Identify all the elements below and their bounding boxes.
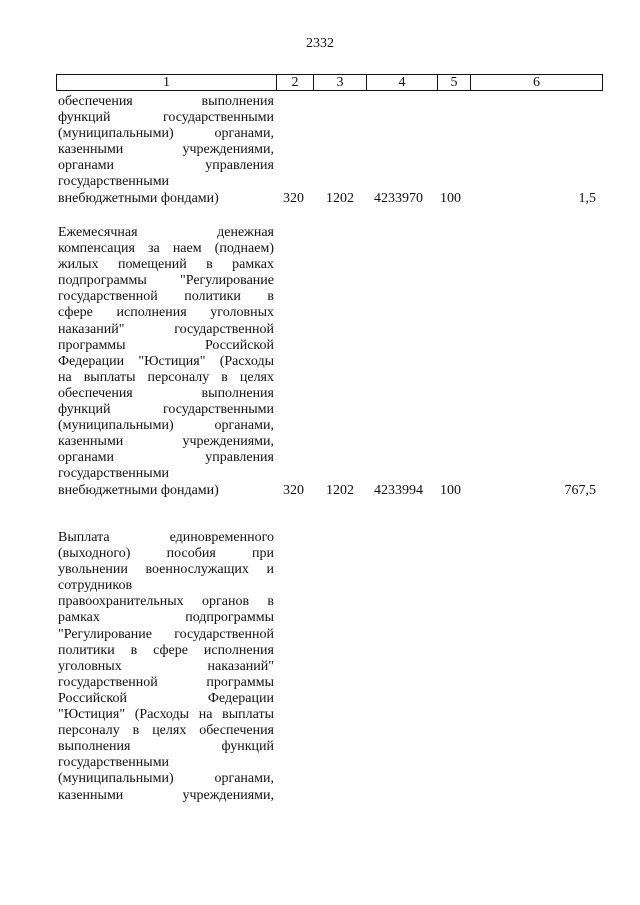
- cell-col-4: 4233970: [374, 190, 423, 206]
- desc-line: внебюджетными фондами): [58, 190, 219, 206]
- cell-col-2: 320: [283, 190, 304, 206]
- desc-line: выполнения функций: [58, 739, 274, 755]
- desc-line: увольнении военнослужащих и: [58, 562, 274, 578]
- desc-line: уголовных наказаний": [58, 658, 274, 674]
- desc-line: сотрудников: [58, 578, 133, 594]
- desc-line: функций государственными: [58, 402, 274, 418]
- table-row: [58, 530, 596, 804]
- desc-line: на выплаты персоналу в целях: [58, 369, 274, 385]
- cell-col-5: 100: [440, 190, 461, 206]
- desc-line: (выходного) пособия при: [58, 546, 274, 562]
- header-col-2: 2: [277, 75, 314, 91]
- desc-line: государственной политики в: [58, 289, 274, 305]
- desc-line: Российской Федерации: [58, 690, 274, 706]
- desc-line: органами управления: [58, 158, 274, 174]
- cell-col-5: 100: [440, 482, 461, 498]
- desc-line: Федерации "Юстиция" (Расходы: [58, 353, 274, 369]
- desc-line: "Регулирование государственной: [58, 626, 274, 642]
- desc-line: подпрограммы "Регулирование: [58, 273, 274, 289]
- desc-line: функций государственными: [58, 110, 274, 126]
- row-description: [58, 530, 274, 804]
- cell-col-3: 1202: [326, 190, 354, 206]
- desc-line: "Юстиция" (Расходы на выплаты: [58, 707, 274, 723]
- table-row: [58, 225, 596, 499]
- page-number: 2332: [306, 36, 334, 51]
- desc-line: сфере исполнения уголовных: [58, 305, 274, 321]
- header-col-5: 5: [438, 75, 471, 91]
- desc-line: компенсация за наем (поднаем): [58, 241, 274, 257]
- row-description: [58, 94, 274, 207]
- cell-col-6: 767,5: [564, 482, 596, 498]
- header-col-6: 6: [471, 75, 603, 91]
- row-description: [58, 225, 274, 499]
- desc-line: политики в сфере исполнения: [58, 642, 274, 658]
- desc-line: внебюджетными фондами): [58, 482, 219, 498]
- desc-line: казенными учреждениями,: [58, 787, 274, 803]
- desc-line: (муниципальными) органами,: [58, 126, 274, 142]
- desc-line: программы Российской: [58, 337, 274, 353]
- desc-line: жилых помещений в рамках: [58, 257, 274, 273]
- desc-line: государственными: [58, 466, 170, 482]
- cell-col-3: 1202: [326, 482, 354, 498]
- desc-line: государственными: [58, 755, 170, 771]
- header-col-3: 3: [314, 75, 367, 91]
- desc-line: казенными учреждениями,: [58, 434, 274, 450]
- desc-line: органами управления: [58, 450, 274, 466]
- desc-line: казенными учреждениями,: [58, 142, 274, 158]
- table-row: [58, 94, 596, 207]
- header-col-4: 4: [367, 75, 438, 91]
- desc-line: рамках подпрограммы: [58, 610, 274, 626]
- desc-line: государственными: [58, 174, 170, 190]
- desc-line: Ежемесячная денежная: [58, 225, 274, 240]
- cell-col-6: 1,5: [578, 190, 596, 206]
- header-col-1: 1: [57, 75, 277, 91]
- desc-line: персоналу в целях обеспечения: [58, 723, 274, 739]
- desc-line: наказаний" государственной: [58, 321, 274, 337]
- desc-line: обеспечения выполнения: [58, 94, 274, 109]
- desc-line: обеспечения выполнения: [58, 385, 274, 401]
- cell-col-4: 4233994: [374, 482, 423, 498]
- desc-line: Выплата единовременного: [58, 530, 274, 545]
- desc-line: (муниципальными) органами,: [58, 418, 274, 434]
- desc-line: государственной программы: [58, 674, 274, 690]
- desc-line: правоохранительных органов в: [58, 594, 274, 610]
- table-header: [56, 74, 603, 91]
- desc-line: (муниципальными) органами,: [58, 771, 274, 787]
- cell-col-2: 320: [283, 482, 304, 498]
